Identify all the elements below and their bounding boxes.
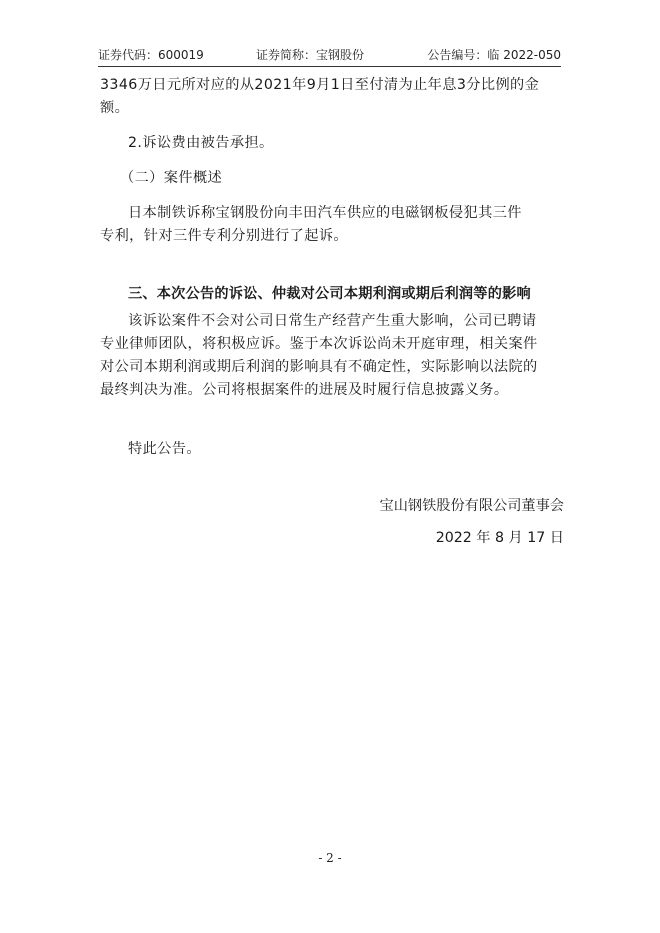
- page-number: - 2 -: [318, 851, 342, 865]
- announcement-date: 2022 年 8 月 17 日: [435, 530, 564, 546]
- section-heading: 三、本次公告的诉讼、仲裁对公司本期利润或期后利润等的影响: [128, 286, 531, 302]
- list-item-litigation-fee: 2.诉讼费由被告承担。: [128, 135, 274, 151]
- paragraph-line: 最终判决为准。公司将根据案件的进展及时履行信息披露义务。: [100, 382, 509, 398]
- paragraph-line: 额。: [100, 100, 130, 116]
- paragraph-line: 专业律师团队，将积极应诉。鉴于本次诉讼尚未开庭审理，相关案件: [100, 336, 538, 352]
- paragraph-line: 该诉讼案件不会对公司日常生产经营产生重大影响，公司已聘请: [128, 313, 537, 329]
- paragraph-line: 3346万日元所对应的从2021年9月1日至付清为止年息3分比例的金: [100, 77, 540, 93]
- closing-text: 特此公告。: [128, 441, 201, 457]
- stock-code: 证券代码：600019: [98, 48, 204, 62]
- announcement-number: 公告编号：临 2022-050: [427, 48, 561, 62]
- paragraph-line: 日本制铁诉称宝钢股份向丰田汽车供应的电磁钢板侵犯其三件: [128, 205, 522, 221]
- subsection-heading: （二）案件概述: [120, 170, 223, 186]
- paragraph-line: 专利，针对三件专利分别进行了起诉。: [100, 228, 348, 244]
- stock-short-name: 证券简称：宝钢股份: [256, 48, 365, 62]
- header-divider: [98, 66, 561, 67]
- document-body: [100, 74, 564, 550]
- signatory: 宝山钢铁股份有限公司董事会: [379, 498, 564, 514]
- page-header: [98, 46, 561, 66]
- paragraph-line: 对公司本期利润或期后利润的影响具有不确定性，实际影响以法院的: [100, 359, 538, 375]
